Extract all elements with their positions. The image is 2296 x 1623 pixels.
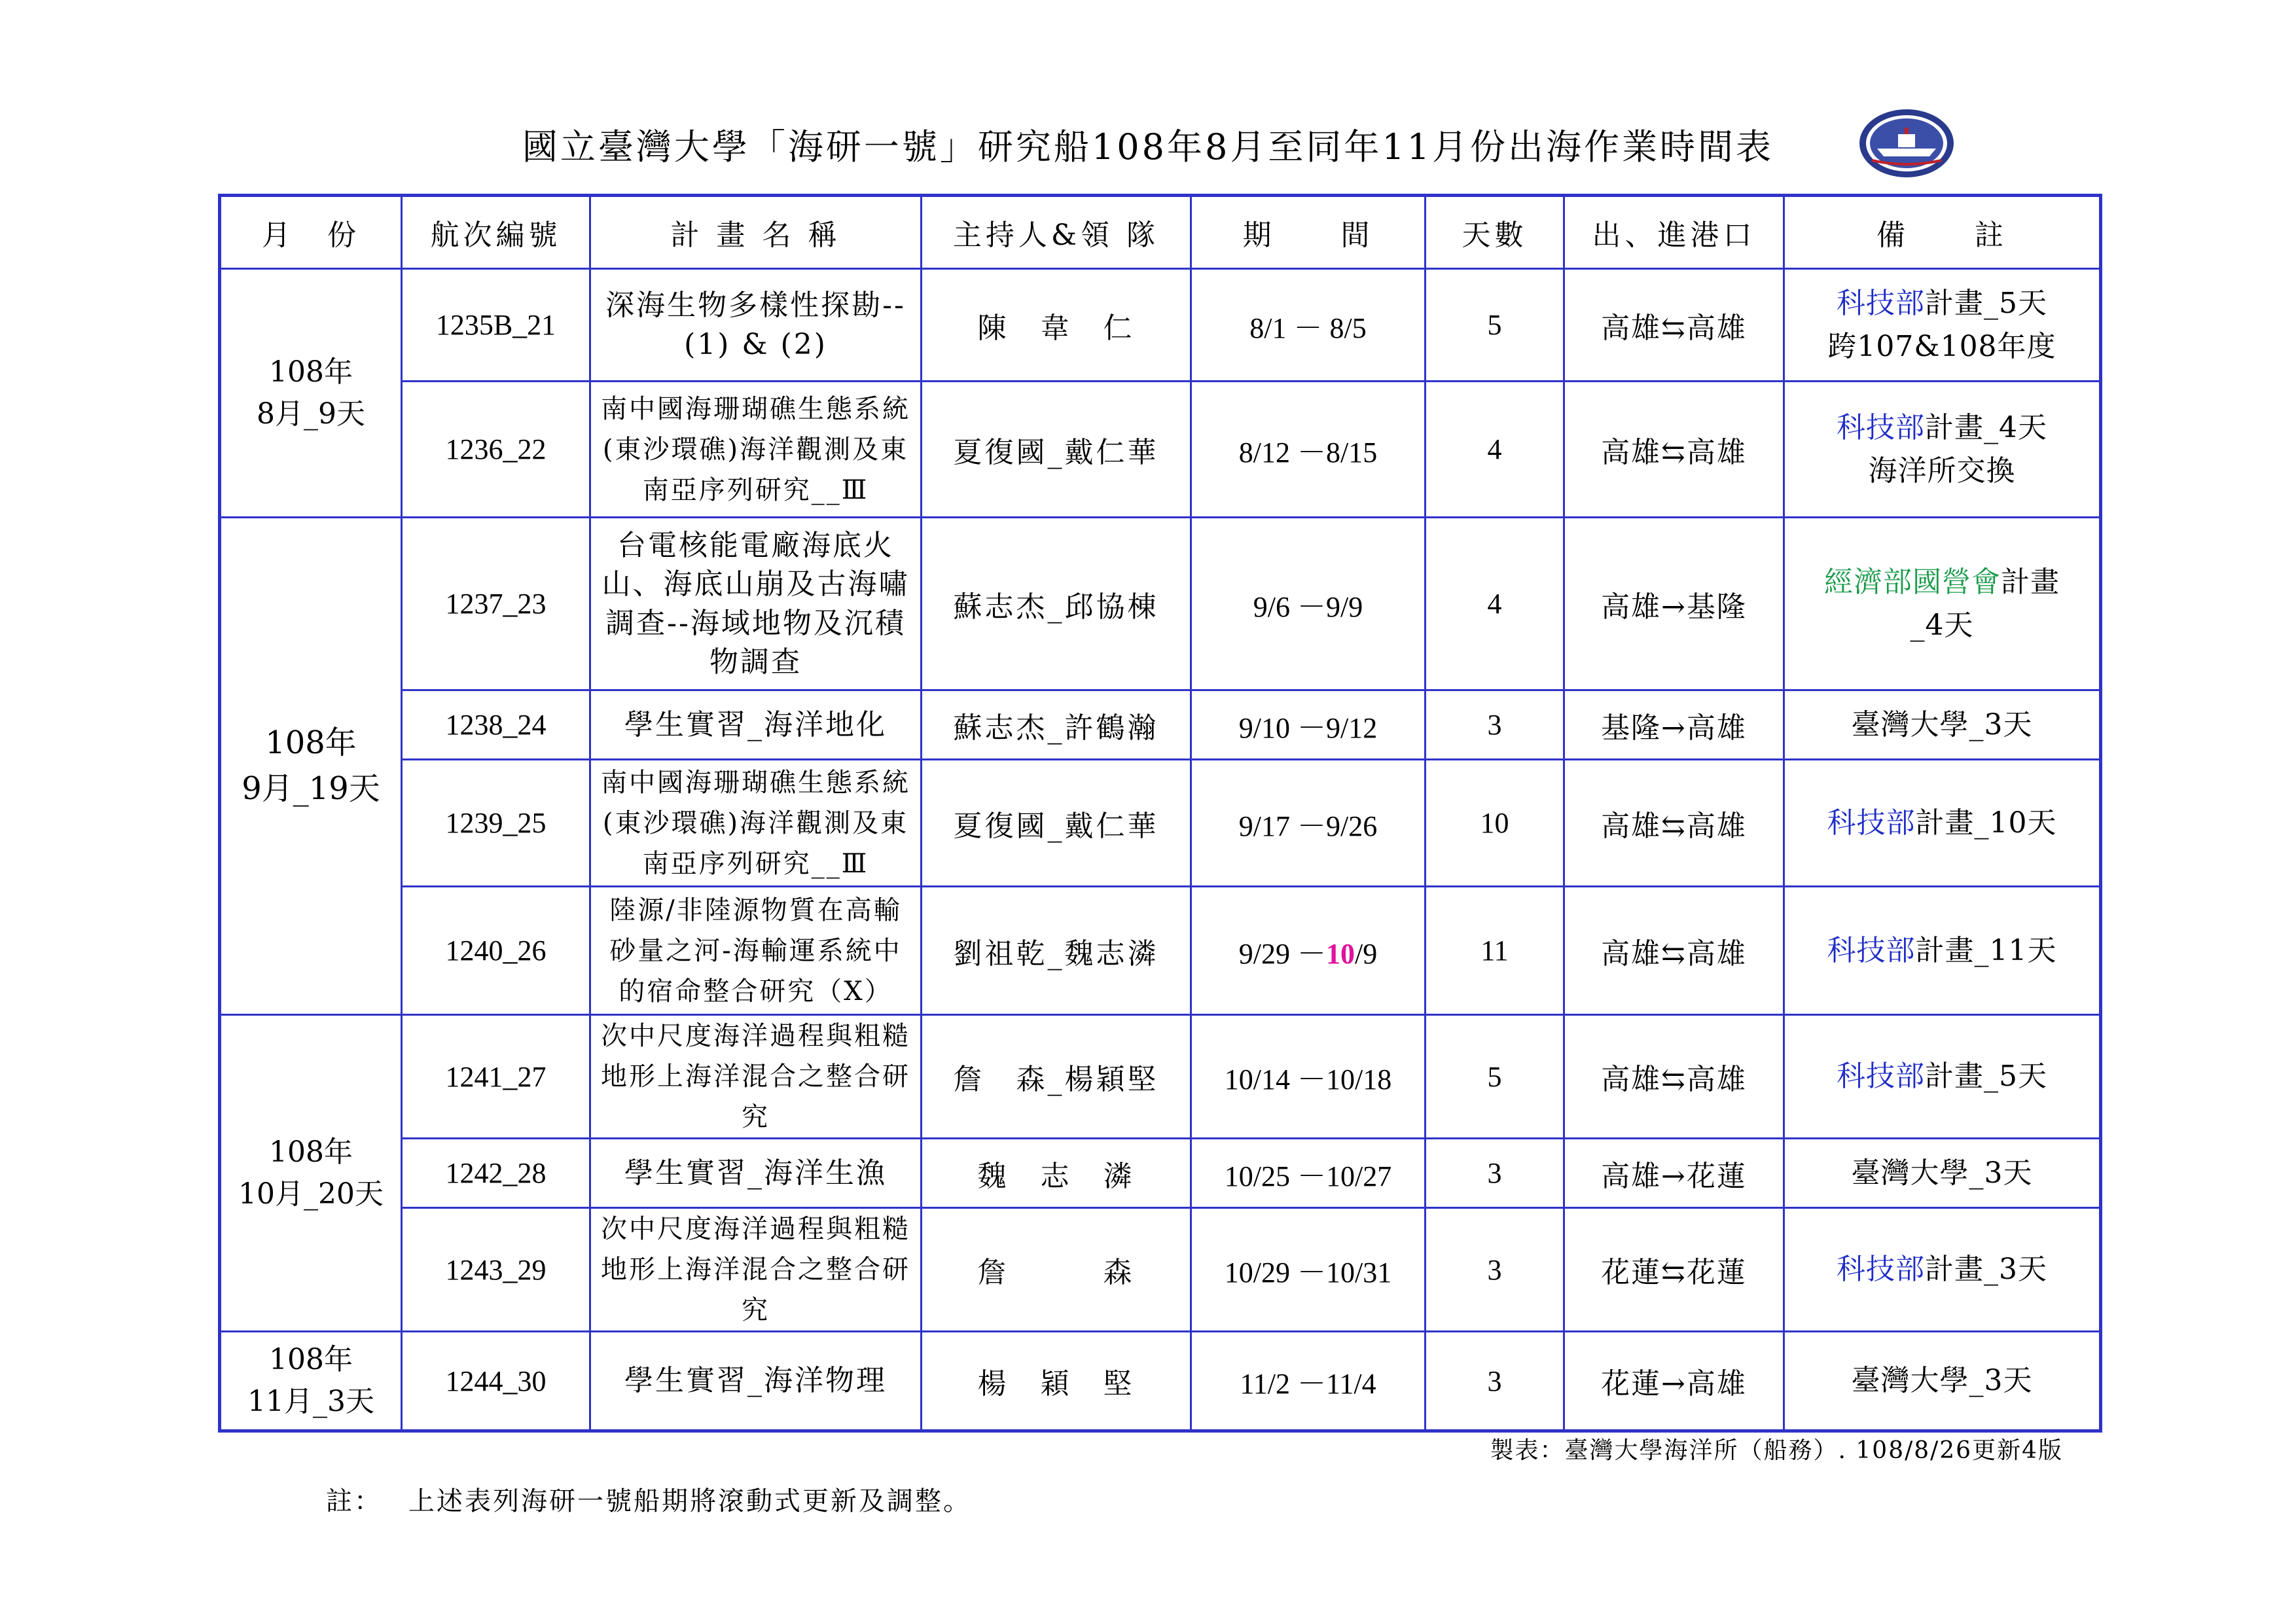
days-cell: 3	[1426, 1332, 1564, 1431]
port-cell: 高雄⇆高雄	[1564, 1015, 1784, 1139]
days-cell: 3	[1426, 690, 1564, 760]
note-cell: 科技部計畫_11天	[1784, 887, 2101, 1015]
period-cell: 8/1 － 8/5	[1191, 269, 1426, 382]
days-cell: 4	[1426, 518, 1564, 690]
voyage-cell: 1241_27	[402, 1015, 590, 1139]
project-cell: 次中尺度海洋過程與粗糙地形上海洋混合之整合研究	[590, 1015, 922, 1139]
project-cell: 學生實習_海洋生漁	[590, 1139, 922, 1208]
table-row	[220, 1139, 2101, 1208]
period-cell: 11/2 －11/4	[1191, 1332, 1426, 1431]
project-cell: 南中國海珊瑚礁生態系統(東沙環礁)海洋觀測及東南亞序列研究__Ⅲ	[590, 382, 922, 518]
voyage-cell: 1242_28	[402, 1139, 590, 1208]
table-row	[220, 518, 2101, 690]
days-cell: 3	[1426, 1139, 1564, 1208]
port-cell: 高雄⇆高雄	[1564, 760, 1784, 887]
note-cell: 臺灣大學_3天	[1784, 1139, 2101, 1208]
credit-line: 製表：臺灣大學海洋所（船務）. 108/8/26更新4版	[1490, 1437, 2063, 1464]
pi-cell: 陳 韋 仁	[922, 269, 1191, 382]
port-cell: 花蓮→高雄	[1564, 1332, 1784, 1431]
header-pi: 主持人&領 隊	[922, 196, 1191, 269]
project-cell: 台電核能電廠海底火山、海底山崩及古海嘯調查--海域地物及沉積物調查	[590, 518, 922, 690]
port-cell: 基隆→高雄	[1564, 690, 1784, 760]
period-cell: 9/29 －10/9	[1191, 887, 1426, 1015]
port-cell: 高雄⇆高雄	[1564, 269, 1784, 382]
voyage-cell: 1243_29	[402, 1208, 590, 1332]
pi-cell: 劉祖乾_魏志潾	[922, 887, 1191, 1015]
header-port: 出、進港口	[1564, 196, 1784, 269]
note-cell: 臺灣大學_3天	[1784, 690, 2101, 760]
table-row	[220, 382, 2101, 518]
table-row	[220, 690, 2101, 760]
period-cell: 10/29 －10/31	[1191, 1208, 1426, 1332]
project-cell: 深海生物多樣性探勘--(1) & (2)	[590, 269, 922, 382]
header-note: 備 註	[1784, 196, 2101, 269]
voyage-cell: 1236_22	[402, 382, 590, 518]
project-cell: 陸源/非陸源物質在高輸砂量之河-海輸運系統中的宿命整合研究（X）	[590, 887, 922, 1015]
remark-label: 註：	[326, 1486, 382, 1516]
header-month: 月 份	[220, 196, 402, 269]
days-cell: 3	[1426, 1208, 1564, 1332]
note-cell: 科技部計畫_10天	[1784, 760, 2101, 887]
pi-cell: 蘇志杰_邱協棟	[922, 518, 1191, 690]
table-row	[220, 1015, 2101, 1139]
table-row	[220, 887, 2101, 1015]
port-cell: 高雄→基隆	[1564, 518, 1784, 690]
table-row	[220, 1208, 2101, 1332]
days-cell: 4	[1426, 382, 1564, 518]
ship-emblem-icon	[1857, 108, 1956, 179]
period-cell: 9/6 －9/9	[1191, 518, 1426, 690]
month-cell: 108年 11月_3天	[220, 1332, 402, 1431]
pi-cell: 楊 穎 堅	[922, 1332, 1191, 1431]
period-cell: 10/14 －10/18	[1191, 1015, 1426, 1139]
table-row	[220, 1332, 2101, 1431]
port-cell: 高雄⇆高雄	[1564, 887, 1784, 1015]
schedule-table	[218, 194, 2102, 1433]
project-cell: 次中尺度海洋過程與粗糙地形上海洋混合之整合研究	[590, 1208, 922, 1332]
project-cell: 學生實習_海洋地化	[590, 690, 922, 760]
pi-cell: 詹 森	[922, 1208, 1191, 1332]
header-days: 天數	[1426, 196, 1564, 269]
period-cell: 9/17 －9/26	[1191, 760, 1426, 887]
port-cell: 高雄→花蓮	[1564, 1139, 1784, 1208]
note-cell: 科技部計畫_4天 海洋所交換	[1784, 382, 2101, 518]
project-cell: 南中國海珊瑚礁生態系統(東沙環礁)海洋觀測及東南亞序列研究__Ⅲ	[590, 760, 922, 887]
header-project: 計 畫 名 稱	[590, 196, 922, 269]
port-cell: 高雄⇆高雄	[1564, 382, 1784, 518]
note-cell: 科技部計畫_5天	[1784, 1015, 2101, 1139]
table-header-row	[220, 196, 2101, 269]
days-cell: 5	[1426, 269, 1564, 382]
pi-cell: 詹 森_楊穎堅	[922, 1015, 1191, 1139]
voyage-cell: 1240_26	[402, 887, 590, 1015]
month-cell: 108年 10月_20天	[220, 1015, 402, 1332]
pi-cell: 蘇志杰_許鶴瀚	[922, 690, 1191, 760]
pi-cell: 夏復國_戴仁華	[922, 382, 1191, 518]
header-period: 期 間	[1191, 196, 1426, 269]
period-cell: 9/10 －9/12	[1191, 690, 1426, 760]
period-cell: 8/12 －8/15	[1191, 382, 1426, 518]
voyage-cell: 1237_23	[402, 518, 590, 690]
days-cell: 10	[1426, 760, 1564, 887]
note-cell: 科技部計畫_5天 跨107&108年度	[1784, 269, 2101, 382]
month-cell: 108年 9月_19天	[220, 518, 402, 1015]
voyage-cell: 1244_30	[402, 1332, 590, 1431]
remark	[326, 1480, 971, 1518]
port-cell: 花蓮⇆花蓮	[1564, 1208, 1784, 1332]
note-cell: 經濟部國營會計畫 _4天	[1784, 518, 2101, 690]
pi-cell: 魏 志 潾	[922, 1139, 1191, 1208]
days-cell: 5	[1426, 1015, 1564, 1139]
table-row	[220, 760, 2101, 887]
project-cell: 學生實習_海洋物理	[590, 1332, 922, 1431]
page-title: 國立臺灣大學「海研一號」研究船108年8月至同年11月份出海作業時間表	[522, 126, 1774, 168]
remark-text: 上述表列海研一號船期將滾動式更新及調整。	[408, 1486, 971, 1516]
voyage-cell: 1239_25	[402, 760, 590, 887]
header-voyage: 航次編號	[402, 196, 590, 269]
highlighted-month: 10	[1326, 937, 1355, 970]
voyage-cell: 1235B_21	[402, 269, 590, 382]
period-cell: 10/25 －10/27	[1191, 1139, 1426, 1208]
days-cell: 11	[1426, 887, 1564, 1015]
note-cell: 科技部計畫_3天	[1784, 1208, 2101, 1332]
month-cell: 108年 8月_9天	[220, 269, 402, 518]
table-row	[220, 269, 2101, 382]
note-cell: 臺灣大學_3天	[1784, 1332, 2101, 1431]
pi-cell: 夏復國_戴仁華	[922, 760, 1191, 887]
voyage-cell: 1238_24	[402, 690, 590, 760]
